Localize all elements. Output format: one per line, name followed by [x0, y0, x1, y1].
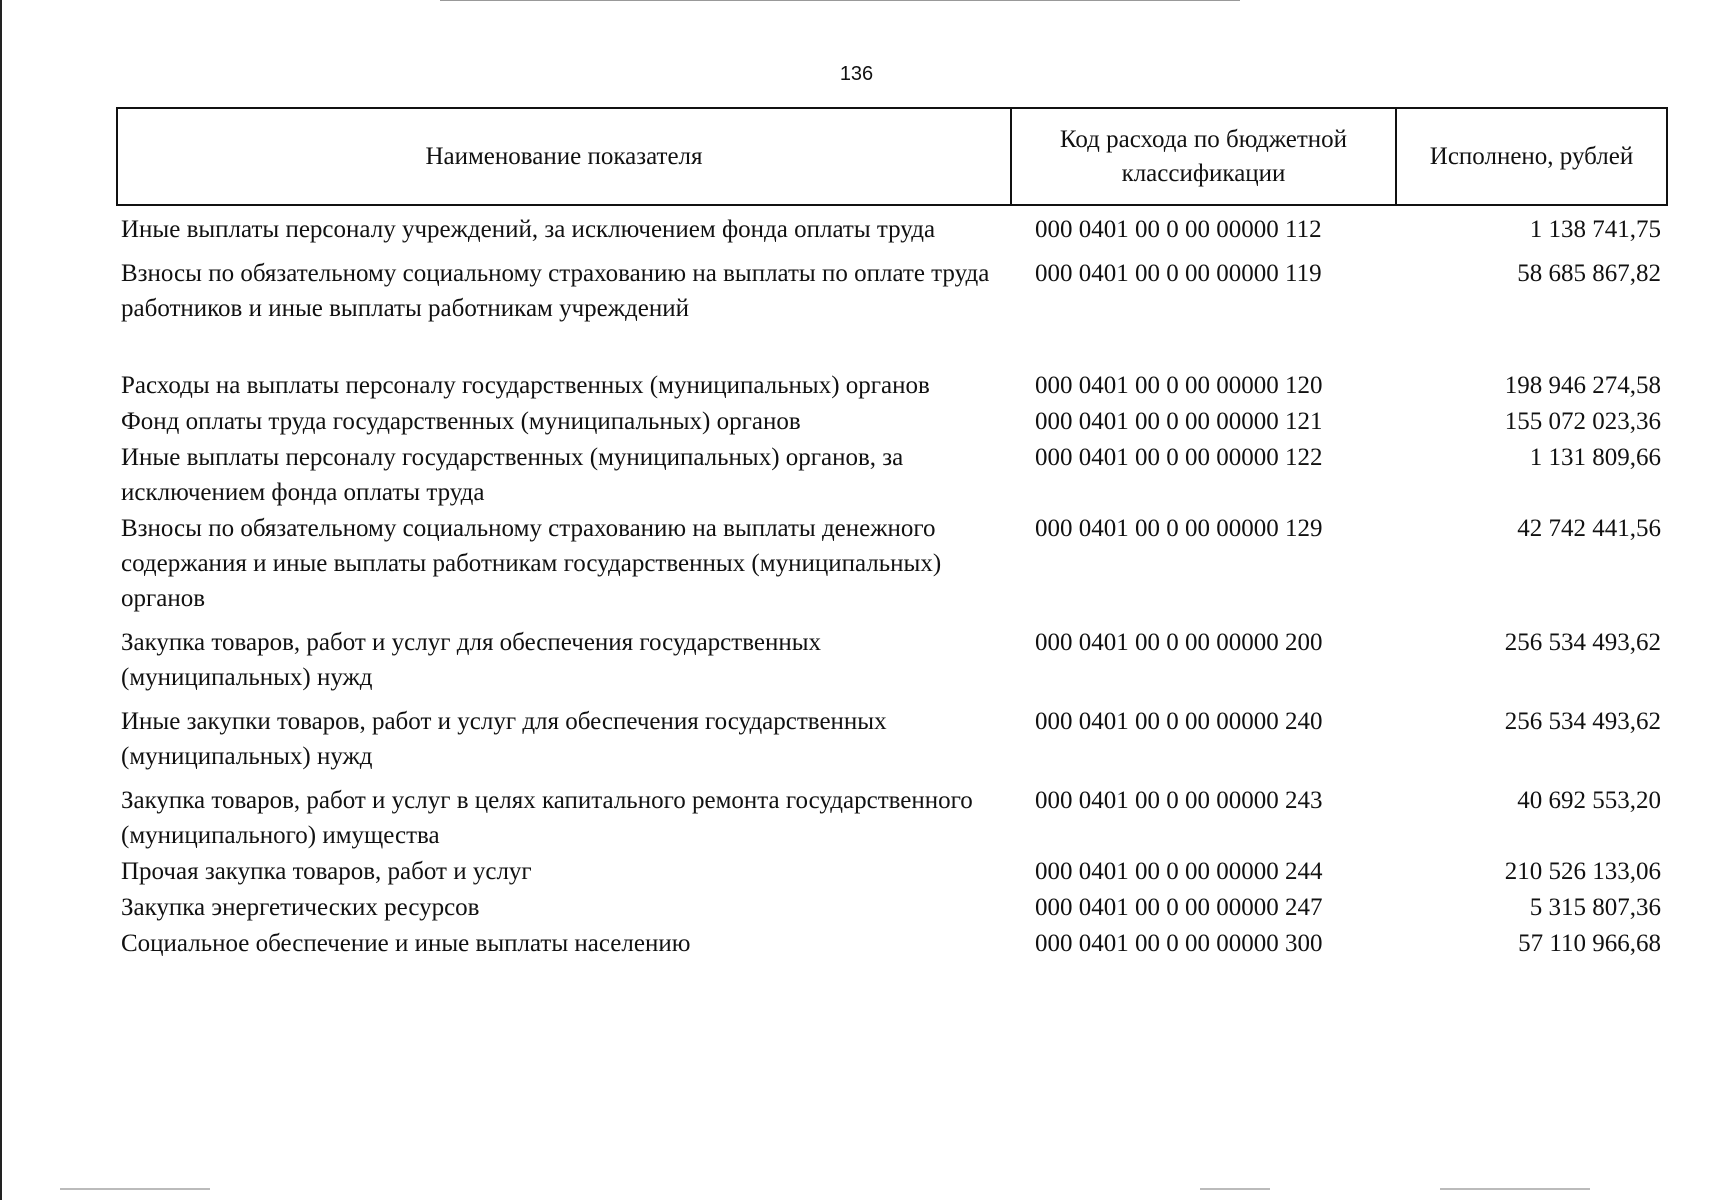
expenditure-table: [116, 107, 1668, 962]
header-row: [117, 108, 1667, 205]
scan-edge-left: [0, 0, 2, 1200]
table-row: [117, 511, 1667, 625]
scan-noise: [1440, 1188, 1590, 1190]
table-header: [117, 108, 1667, 205]
table-row: [117, 205, 1667, 248]
row-amount: 256 534 493,62: [1504, 708, 1661, 735]
row-name: Прочая закупка товаров, работ и услуг: [121, 858, 532, 885]
row-code: 000 0401 00 0 00 00000 240: [1035, 708, 1323, 735]
row-code: 000 0401 00 0 00 00000 121: [1035, 408, 1323, 435]
row-name: Закупка товаров, работ и услуг для обеспечения государственных (муниципальных) нужд: [121, 629, 822, 691]
row-code: 000 0401 00 0 00 00000 112: [1035, 216, 1322, 243]
scan-noise: [60, 1188, 210, 1190]
table-row: [117, 926, 1667, 962]
row-code: 000 0401 00 0 00 00000 300: [1035, 930, 1323, 957]
table-row: [117, 404, 1667, 440]
row-code: 000 0401 00 0 00 00000 243: [1035, 787, 1323, 814]
table-row: [117, 625, 1667, 704]
header-code: Код расхода по бюджетной классификации: [1011, 108, 1396, 205]
row-amount: 1 138 741,75: [1529, 216, 1661, 243]
table-row: [117, 704, 1667, 783]
row-name: Иные выплаты персоналу учреждений, за исключением фонда оплаты труда: [121, 216, 936, 243]
row-code: 000 0401 00 0 00 00000 247: [1035, 894, 1323, 921]
row-name: Взносы по обязательному социальному страхованию на выплаты по оплате труда работников и иные выплаты работникам учреждений: [121, 260, 990, 322]
table-row: [117, 854, 1667, 890]
row-amount: 58 685 867,82: [1517, 260, 1661, 287]
header-name: Наименование показателя: [117, 108, 1011, 205]
scan-noise: [1200, 1188, 1270, 1190]
row-name: Иные закупки товаров, работ и услуг для обеспечения государственных (муниципальных) нужд: [121, 708, 887, 770]
row-amount: 1 131 809,66: [1529, 444, 1661, 471]
row-name: Иные выплаты персоналу государственных (муниципальных) органов, за исключением фонда оплаты труда: [121, 444, 904, 506]
table-row: [117, 440, 1667, 511]
row-code: 000 0401 00 0 00 00000 200: [1035, 629, 1323, 656]
table-row: [117, 368, 1667, 404]
row-code: 000 0401 00 0 00 00000 120: [1035, 372, 1323, 399]
row-amount: 198 946 274,58: [1504, 372, 1661, 399]
row-amount: 42 742 441,56: [1517, 515, 1661, 542]
row-code: 000 0401 00 0 00 00000 129: [1035, 515, 1323, 542]
row-name: Закупка товаров, работ и услуг в целях капитального ремонта государственного (муниципального) имущества: [121, 787, 973, 849]
table-body: [117, 205, 1667, 962]
row-amount: 57 110 966,68: [1518, 930, 1661, 957]
table-row: [117, 248, 1667, 368]
row-name: Фонд оплаты труда государственных (муниципальных) органов: [121, 408, 801, 435]
header-amount: Исполнено, рублей: [1396, 108, 1667, 205]
row-amount: 256 534 493,62: [1504, 629, 1661, 656]
row-amount: 210 526 133,06: [1504, 858, 1661, 885]
row-amount: 5 315 807,36: [1529, 894, 1661, 921]
table-row: [117, 783, 1667, 854]
row-name: Взносы по обязательному социальному страхованию на выплаты денежного содержания и иные выплаты работникам государственных (муниципальных) органов: [121, 515, 942, 612]
scan-edge-top: [440, 0, 1240, 1]
row-amount: 40 692 553,20: [1517, 787, 1661, 814]
row-code: 000 0401 00 0 00 00000 244: [1035, 858, 1323, 885]
row-code: 000 0401 00 0 00 00000 122: [1035, 444, 1323, 471]
row-code: 000 0401 00 0 00 00000 119: [1035, 260, 1322, 287]
page-number: 136: [839, 63, 874, 85]
table-row: [117, 890, 1667, 926]
row-name: Социальное обеспечение и иные выплаты населению: [121, 930, 691, 957]
row-name: Закупка энергетических ресурсов: [121, 894, 480, 921]
row-amount: 155 072 023,36: [1504, 408, 1661, 435]
row-name: Расходы на выплаты персоналу государственных (муниципальных) органов: [121, 372, 930, 399]
